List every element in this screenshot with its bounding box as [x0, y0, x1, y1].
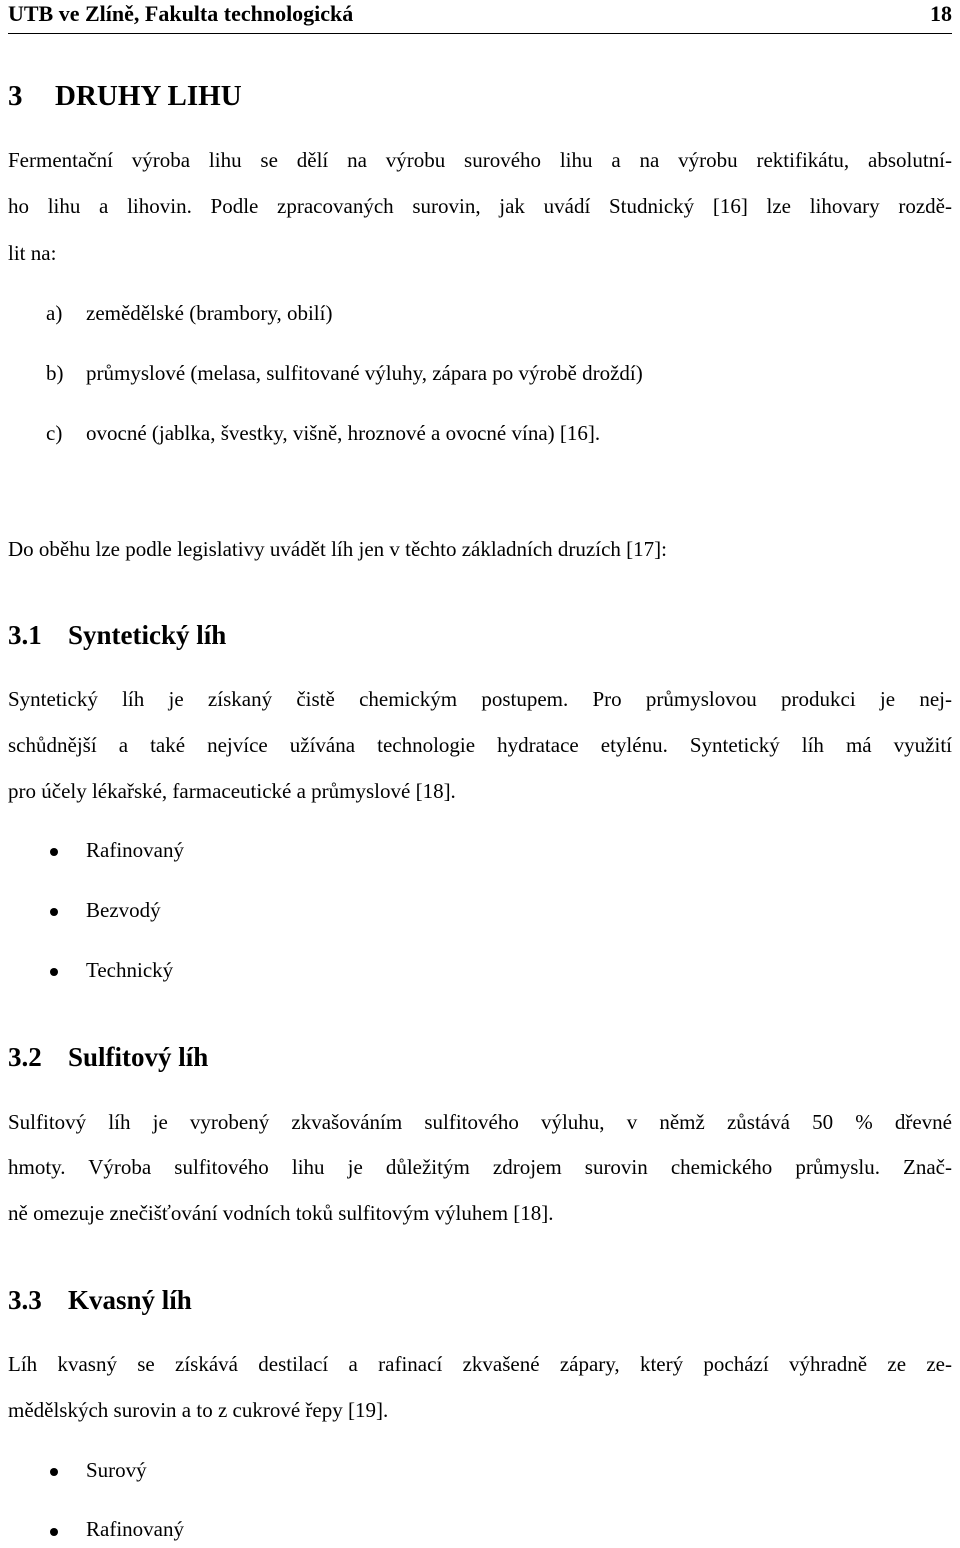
intro-line-3: lit na: — [8, 241, 57, 265]
paragraph-line: hmoty. Výroba sulfitového lihu je důležitým zdrojem surovin chemického průmyslu. Znač- — [8, 1155, 952, 1179]
chapter-title: DRUHY LIHU — [55, 80, 242, 112]
circulation-sentence: Do oběhu lze podle legislativy uvádět líh jen v těchto základních druzích [17]: — [8, 537, 667, 561]
list-item: průmyslové (melasa, sulfitované výluhy, zápara po výrobě droždí) — [86, 361, 643, 385]
header-rule — [8, 33, 952, 34]
list-item-marker: c) — [46, 421, 63, 445]
running-header-institution: UTB ve Zlíně, Fakulta technologická — [8, 1, 354, 26]
section-title: Kvasný líh — [68, 1285, 192, 1315]
intro-line-1: Fermentační výroba lihu se dělí na výrobu surového lihu a na výrobu rektifikátu, absolutní- — [8, 148, 952, 172]
section-title: Syntetický líh — [68, 620, 227, 650]
list-item: ovocné (jablka, švestky, višně, hroznové a ovocné vína) [16]. — [86, 421, 601, 445]
list-item-marker: a) — [46, 301, 63, 325]
bullet-item: Rafinovaný — [86, 838, 184, 862]
paragraph-line: mědělských surovin a to z cukrové řepy [19]. — [8, 1398, 389, 1422]
page-number: 18 — [930, 1, 952, 26]
bullet-dot — [50, 968, 58, 976]
bullet-item: Surový — [86, 1458, 147, 1482]
bullet-dot — [50, 848, 58, 856]
chapter-number: 3 — [8, 80, 23, 112]
section-number: 3.3 — [8, 1285, 42, 1315]
list-item: zemědělské (brambory, obilí) — [86, 301, 333, 325]
bullet-item: Technický — [86, 958, 174, 982]
paragraph-line: ně omezuje znečišťování vodních toků sulfitovým výluhem [18]. — [8, 1201, 554, 1225]
bullet-dot — [50, 1528, 58, 1536]
intro-line-2: ho lihu a lihovin. Podle zpracovaných surovin, jak uvádí Studnický [16] lze lihovary rozdě- — [8, 194, 952, 218]
bullet-item: Bezvodý — [86, 898, 161, 922]
list-item-marker: b) — [46, 361, 64, 385]
paragraph-line: pro účely lékařské, farmaceutické a průmyslové [18]. — [8, 779, 456, 803]
section-title: Sulfitový líh — [68, 1042, 209, 1072]
paragraph-line: Líh kvasný se získává destilací a rafinací zkvašené zápary, který pochází výhradně ze ze- — [8, 1352, 952, 1376]
bullet-dot — [50, 1468, 58, 1476]
paragraph-line: schůdnější a také nejvíce užívána technologie hydratace etylénu. Syntetický líh má využití — [8, 733, 952, 757]
section-number: 3.1 — [8, 620, 42, 650]
paragraph-line: Syntetický líh je získaný čistě chemickým postupem. Pro průmyslovou produkci je nej- — [8, 687, 952, 711]
section-number: 3.2 — [8, 1042, 42, 1072]
bullet-dot — [50, 908, 58, 916]
paragraph-line: Sulfitový líh je vyrobený zkvašováním sulfitového výluhu, v němž zůstává 50 % dřevné — [8, 1110, 952, 1134]
bullet-item: Rafinovaný — [86, 1517, 184, 1541]
